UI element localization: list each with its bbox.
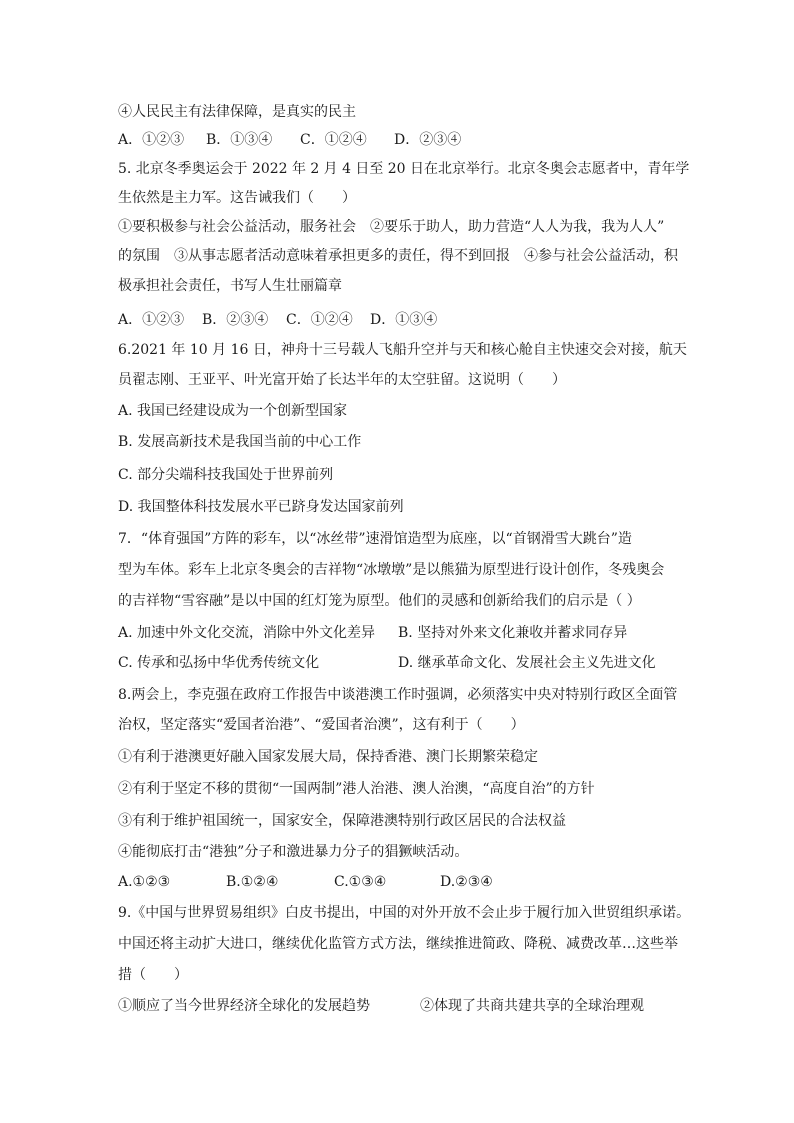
q7-stem-line-1: 7．“体育强国”方阵的彩车，以“冰丝带”速滑馆造型为底座，以“首钢滑雪大跳台”造 [118, 531, 632, 547]
q6-stem-line-1: 6.2021 年 10 月 16 日，神舟十三号载人飞船升空并与天和核心舱自主快速交会对接，航天 [118, 342, 687, 358]
q8-option-b: B.①②④ [226, 874, 279, 890]
q8-statement-1: ①有利于港澳更好融入国家发展大局，保持香港、澳门长期繁荣稳定 [118, 749, 538, 765]
q5-stem-line-1: 5. 北京冬季奥运会于 2022 年 2 月 4 日至 20 日在北京举行。北京冬奥会志愿者中，青年学 [118, 161, 690, 177]
q8-option-c: C.①③④ [334, 874, 387, 890]
q8-statement-4: ④能彻底打击“港独”分子和激进暴力分子的猖獗峡活动。 [118, 844, 469, 860]
q4-option-d: D．②③④ [394, 132, 462, 148]
q6-option-b: B. 发展高新技术是我国当前的中心工作 [118, 434, 362, 450]
q8-stem-line-1: 8.两会上，李克强在政府工作报告中谈港澳工作时强调，必须落实中央对特别行政区全面管 [118, 687, 678, 703]
q4-statement-4: ④人民民主有法律保障，是真实的民主 [118, 104, 356, 120]
q6-stem-line-2: 员翟志刚、王亚平、叶光富开始了长达半年的太空驻留。这说明（ ） [118, 372, 566, 388]
q5-statements-line-2: 的氛围 ③从事志愿者活动意味着承担更多的责任，得不到回报 ④参与社会公益活动，积 [118, 248, 678, 264]
q8-option-a: A.①②③ [118, 874, 171, 890]
q8-statement-2: ②有利于坚定不移的贯彻“一国两制”港人治港、澳人治澳，“高度自治”的方针 [118, 781, 595, 797]
q4-option-b: B．①③④ [206, 132, 273, 148]
q5-option-d: D．①③④ [370, 312, 438, 328]
q5-statements-line-1: ①要积极参与社会公益活动，服务社会 ②要乐于助人，助力营造“人人为我，我为人人” [118, 219, 665, 235]
q7-option-c: C. 传承和弘扬中华优秀传统文化 [118, 655, 320, 671]
q9-stem-line-1: 9.《中国与世界贸易组织》白皮书提出，中国的对外开放不会止步于履行加入世贸组织承诺。 [118, 905, 691, 921]
q6-option-c: C. 部分尖端科技我国处于世界前列 [118, 467, 334, 483]
q5-option-c: C．①②④ [286, 312, 353, 328]
q7-stem-line-2: 型为车体。彩车上北京冬奥会的吉祥物“冰墩墩”是以熊猫为原型进行设计创作，冬残奥会 [118, 562, 665, 578]
q9-statement-1: ①顺应了当今世界经济全球化的发展趋势 [118, 998, 370, 1014]
q4-option-a: A．①②③ [118, 132, 185, 148]
q6-option-a: A. 我国已经建设成为一个创新型国家 [118, 403, 348, 419]
q7-option-b: B. 坚持对外来文化兼收并蓄求同存异 [398, 625, 628, 641]
q9-statement-2: ②体现了共商共建共享的全球治理观 [420, 998, 644, 1014]
q5-statements-line-3: 极承担社会责任，书写人生壮丽篇章 [118, 278, 342, 294]
q8-stem-line-2: 治权，坚定落实“爱国者治港”、“爱国者治澳”，这有利于（ ） [118, 717, 525, 733]
q8-option-d: D.②③④ [440, 874, 493, 890]
q9-stem-line-2: 中国还将主动扩大进口，继续优化监管方式方法，继续推进简政、降税、减费改革…这些举 [118, 936, 678, 952]
q7-option-d: D. 继承革命文化、发展社会主义先进文化 [398, 655, 656, 671]
q7-option-a: A. 加速中外文化交流，消除中外文化差异 [118, 625, 376, 641]
q5-option-b: B．②③④ [202, 312, 269, 328]
q5-stem-line-2: 生依然是主力军。这告诫我们（ ） [118, 190, 356, 206]
q9-stem-line-3: 措（ ） [118, 967, 188, 983]
q6-option-d: D. 我国整体科技发展水平已跻身发达国家前列 [118, 499, 404, 515]
q5-option-a: A．①②③ [118, 312, 185, 328]
q4-option-c: C．①②④ [300, 132, 367, 148]
q8-statement-3: ③有利于维护祖国统一，国家安全，保障港澳特别行政区居民的合法权益 [118, 813, 566, 829]
q7-stem-line-3: 的吉祥物“雪容融”是以中国的红灯笼为原型。他们的灵感和创新给我们的启示是（ ） [118, 593, 641, 609]
